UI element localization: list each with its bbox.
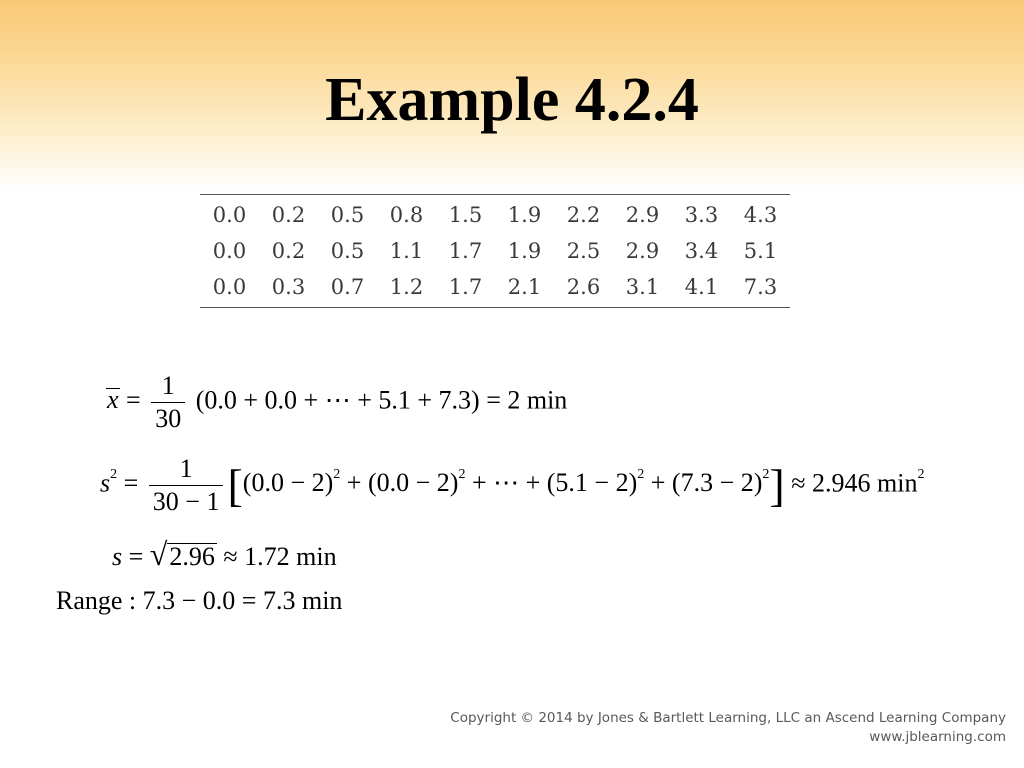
table-cell: 1.5 — [448, 203, 483, 227]
stddev-equals: = — [128, 542, 144, 571]
table-cell: 4.1 — [684, 275, 719, 299]
table-cell: 2.9 — [625, 203, 660, 227]
table-row — [200, 269, 790, 308]
table-cell: 1.1 — [389, 239, 424, 263]
variance-result-exponent: 2 — [917, 466, 925, 482]
website-url: www.jblearning.com — [869, 729, 1006, 745]
variance-term-exponent: 2 — [458, 466, 466, 482]
variance-terms — [243, 468, 770, 497]
mean-equals: = — [126, 385, 141, 415]
table-cell: 0.8 — [389, 203, 424, 227]
variance-term-exponent: 2 — [762, 466, 770, 482]
copyright-footer — [450, 709, 1006, 747]
table-body — [200, 195, 790, 308]
table-cell: 0.0 — [212, 239, 247, 263]
variance-term: + ⋯ + (5.1 − 2) — [465, 468, 638, 498]
variance-formula — [100, 453, 924, 518]
left-bracket: [ — [227, 459, 243, 511]
copyright-text: Copyright © 2014 by Jones & Bartlett Learning, LLC an Ascend Learning Company — [450, 710, 1006, 726]
stddev-radicand: 2.96 — [169, 542, 215, 571]
table-row — [200, 195, 790, 234]
table-cell: 0.0 — [212, 275, 247, 299]
table-cell: 7.3 — [743, 275, 778, 299]
range-formula: Range : 7.3 − 0.0 = 7.3 min — [56, 586, 343, 615]
mean-formula — [106, 370, 567, 435]
variance-equals: = — [123, 468, 139, 498]
stddev-symbol: s — [112, 542, 123, 571]
table-cell: 0.2 — [271, 203, 306, 227]
table-cell: 0.5 — [330, 239, 365, 263]
table-cell: 1.7 — [448, 239, 483, 263]
variance-symbol-exponent: 2 — [110, 466, 118, 482]
stddev-result: ≈ 1.72 min — [223, 542, 337, 571]
table-cell: 4.3 — [743, 203, 778, 227]
table-cell: 1.9 — [507, 239, 542, 263]
table-cell: 0.5 — [330, 203, 365, 227]
variance-term-exponent: 2 — [637, 466, 645, 482]
table-cell: 0.3 — [271, 275, 306, 299]
variance-result: ≈ 2.946 min — [791, 468, 918, 498]
table-cell: 2.2 — [566, 203, 601, 227]
table-cell: 0.7 — [330, 275, 365, 299]
table-cell: 3.3 — [684, 203, 719, 227]
variance-term: + (7.3 − 2) — [644, 468, 763, 498]
variance-fraction — [149, 453, 224, 518]
variance-term: (0.0 − 2) — [242, 468, 334, 498]
table-cell: 3.4 — [684, 239, 719, 263]
slide-title: Example 4.2.4 — [325, 66, 699, 134]
table-cell: 1.9 — [507, 203, 542, 227]
table-cell: 0.2 — [271, 239, 306, 263]
table-cell: 5.1 — [743, 239, 778, 263]
table-cell: 3.1 — [625, 275, 660, 299]
stddev-formula — [112, 536, 337, 573]
variance-denominator: 30 − 1 — [149, 485, 224, 518]
table-cell: 2.1 — [507, 275, 542, 299]
variance-numerator: 1 — [179, 454, 193, 483]
mean-denominator: 30 — [151, 402, 185, 435]
table-cell: 2.5 — [566, 239, 601, 263]
variance-term: + (0.0 − 2) — [340, 468, 459, 498]
radical-sign: √ — [149, 536, 168, 572]
table-cell: 1.2 — [389, 275, 424, 299]
table-cell: 2.6 — [566, 275, 601, 299]
table-cell: 0.0 — [212, 203, 247, 227]
mean-numerator: 1 — [161, 371, 175, 400]
table-cell: 2.9 — [625, 239, 660, 263]
variance-term-exponent: 2 — [333, 466, 341, 482]
mean-symbol: x — [107, 385, 119, 415]
mean-fraction — [151, 370, 185, 435]
right-bracket: ] — [769, 459, 785, 511]
table-cell: 1.7 — [448, 275, 483, 299]
variance-symbol: s — [100, 468, 111, 498]
mean-body: (0.0 + 0.0 + ⋯ + 5.1 + 7.3) = 2 min — [195, 385, 568, 415]
data-table — [200, 194, 790, 308]
table-row — [200, 233, 790, 269]
